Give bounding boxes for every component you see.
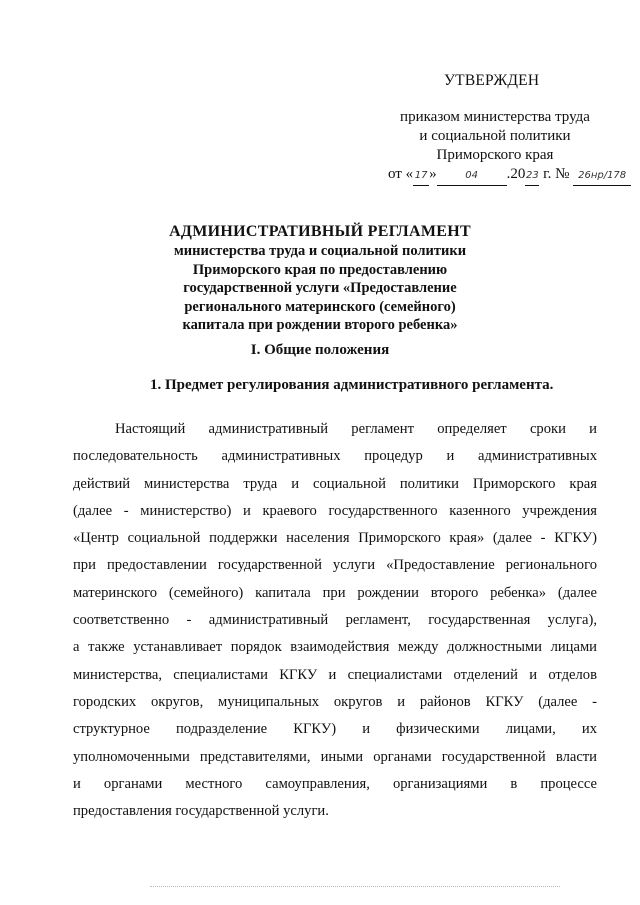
paragraph-line: министерства, специалистами КГКУ и специалистами отделений и отделов [73,666,597,683]
paragraph-line: материнского (семейного) капитала при рождении второго ребенка» (далее [73,584,597,601]
order-month: 04 [437,166,507,186]
title-line: Приморского края по предоставлению [192,261,448,278]
paragraph-line: последовательность административных процедур и административных [73,448,597,465]
paragraph-line: структурное подразделение КГКУ) и физическими лицами, их [73,721,597,738]
paragraph-line: городских округов, муниципальных округов и районов КГКУ (далее - [73,693,597,710]
title-line: министерства труда и социальной политики [173,243,467,259]
body-paragraph [73,416,597,825]
document-title [150,222,490,335]
paragraph-line: уполномоченными представителями, иными органами государственной власти [73,748,597,765]
section-heading: I. Общие положения [250,342,390,358]
title-line: регионального материнского (семейного) [184,298,456,315]
order-year-prefix: .20 [506,166,526,182]
approval-lines [388,108,602,165]
order-prefix: от « [388,166,414,182]
order-line [388,165,640,186]
scan-artifact-line [150,886,560,887]
paragraph-line: Настоящий административный регламент определяет сроки и [115,421,597,437]
paragraph-line: (далее - министерство) и краевого государственного казенного учреждения [73,502,597,519]
paragraph-line: соответственно - административный регламент, государственная услуга), [73,612,597,629]
paragraph-line: а также устанавливает порядок взаимодействия между должностными лицами [73,639,597,656]
order-number-label: г. № [539,166,574,182]
order-number: 26нр/178 [573,166,631,186]
approval-line: приказом министерства труда [400,109,590,125]
approved-title: УТВЕРЖДЕН [444,72,540,89]
order-year-suffix: 23 [525,166,539,186]
title-line: капитала при рождении второго ребенка» [182,317,458,333]
title-line: государственной услуги «Предоставление [183,280,457,296]
paragraph-line: действий министерства труда и социальной политики Приморского края [73,475,597,492]
approval-line: Приморского края [436,147,554,163]
paragraph-line: предоставления государственной услуги. [73,803,329,820]
order-quote: » [429,166,437,182]
paragraph-line: и органами местного самоуправления, организациями в процессе [73,775,597,792]
subsection-heading: 1. Предмет регулирования административного регламента. [150,377,554,393]
paragraph-line: «Центр социальной поддержки населения Приморского края» (далее - КГКУ) [73,530,597,547]
approval-line: и социальной политики [419,128,571,144]
order-day: 17 [413,166,429,186]
paragraph-line: при предоставлении государственной услуги «Предоставление регионального [73,557,597,574]
title-main: АДМИНИСТРАТИВНЫЙ РЕГЛАМЕНТ [169,223,471,240]
